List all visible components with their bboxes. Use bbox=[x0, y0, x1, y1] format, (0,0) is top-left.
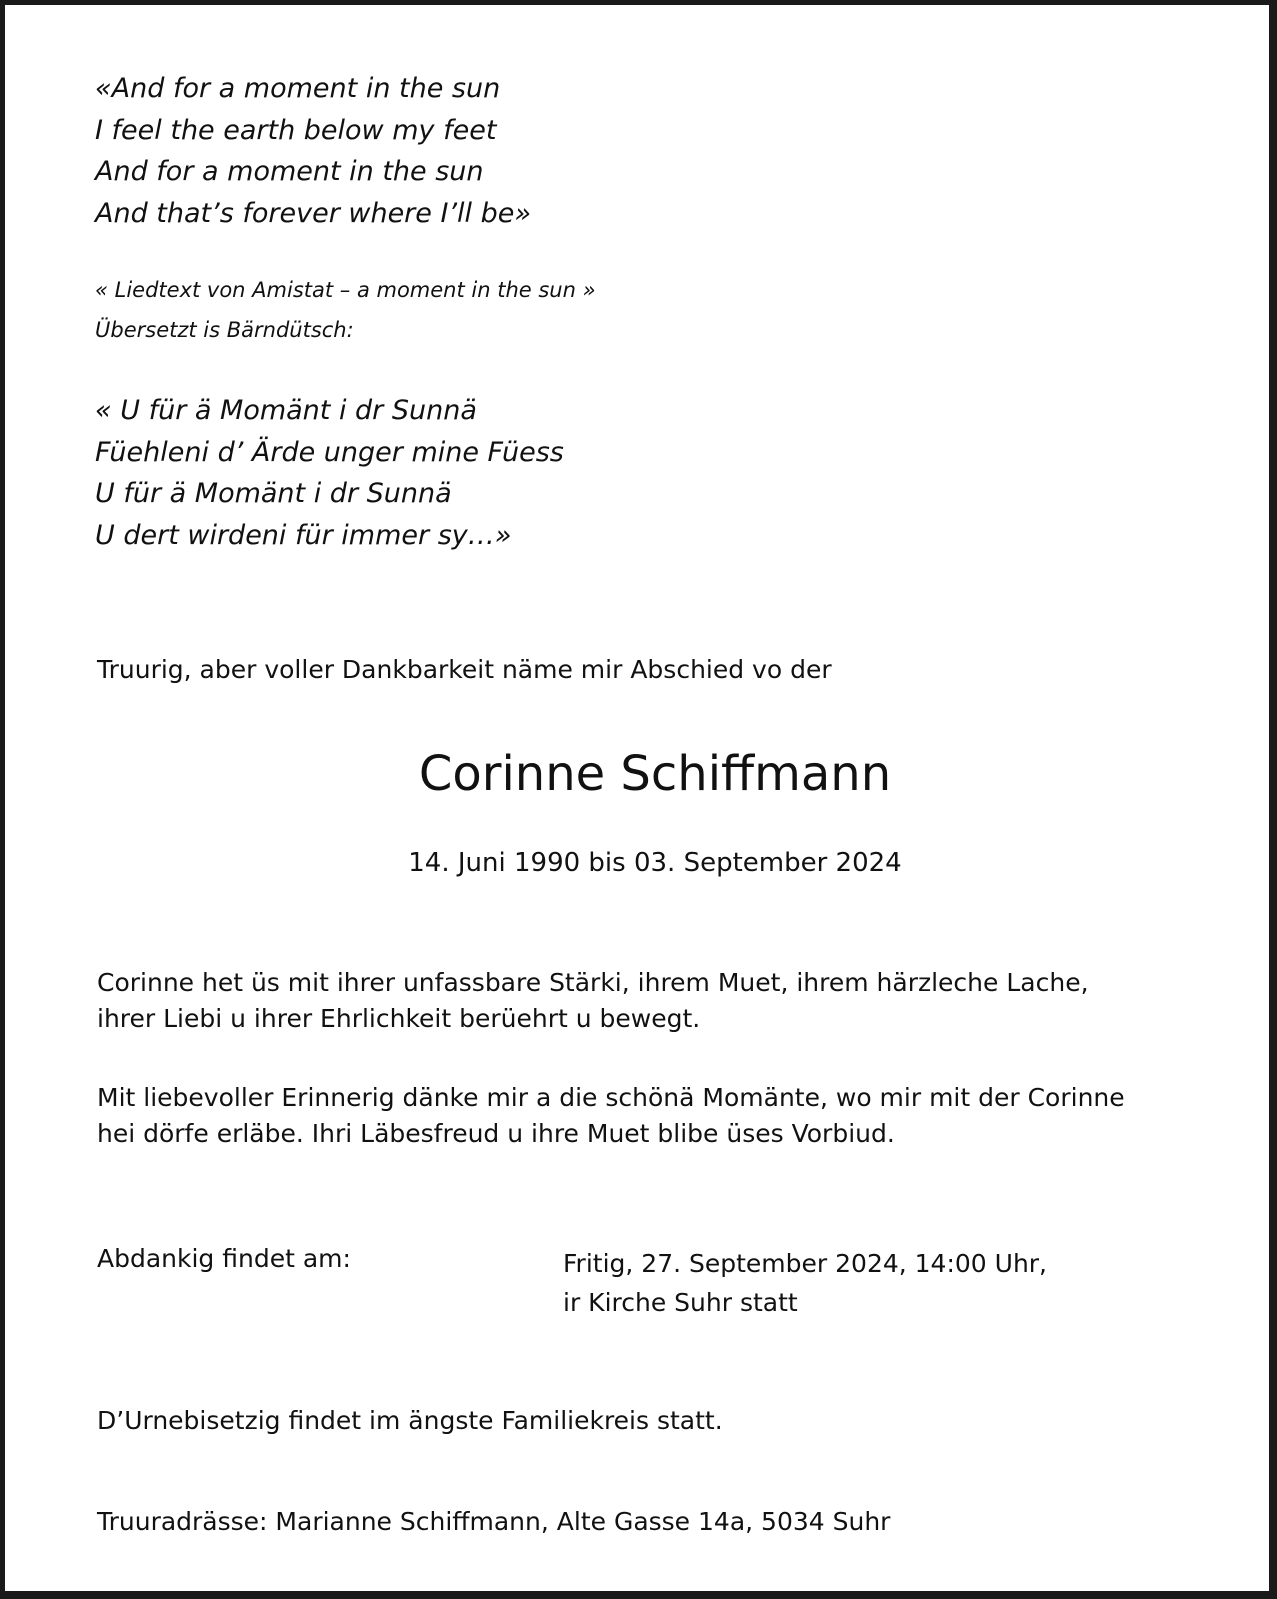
poem-line: «And for a moment in the sun bbox=[95, 73, 501, 104]
barndutsch-poem bbox=[95, 390, 564, 556]
service-details bbox=[563, 1244, 1047, 1322]
service-label: Abdankig findet am: bbox=[97, 1244, 351, 1273]
poem-line: U für ä Momänt i dr Sunnä bbox=[95, 478, 452, 509]
service-date-line: Fritig, 27. September 2024, 14:00 Uhr, bbox=[563, 1249, 1048, 1278]
paragraph-line: hei dörfe erläbe. Ihri Läbesfreud u ihre Muet blibe üses Vorbiud. bbox=[97, 1119, 895, 1148]
paragraph-line: Mit liebevoller Erinnerig dänke mir a die schönä Momänte, wo mir mit der Corinne bbox=[97, 1083, 1125, 1112]
poem-line: And for a moment in the sun bbox=[95, 156, 484, 187]
intro-text: Truurig, aber voller Dankbarkeit näme mir Abschied vo der bbox=[97, 655, 832, 684]
mourning-address: Truuradrässe: Marianne Schiffmann, Alte Gasse 14a, 5034 Suhr bbox=[97, 1507, 891, 1536]
song-credit bbox=[95, 270, 596, 350]
life-dates: 14. Juni 1990 bis 03. September 2024 bbox=[408, 848, 902, 878]
urn-burial-note: D’Urnebisetzig findet im ängste Familiekreis statt. bbox=[97, 1406, 723, 1435]
poem-line: I feel the earth below my feet bbox=[95, 114, 497, 146]
memory-paragraph bbox=[97, 1080, 1125, 1152]
deceased-name: Corinne Schiffmann bbox=[418, 746, 892, 802]
paragraph-line: Corinne het üs mit ihrer unfassbare Stärki, ihrem Muet, ihrem härzleche Lache, bbox=[97, 968, 1089, 997]
english-poem bbox=[95, 68, 531, 234]
service-location-line: ir Kirche Suhr statt bbox=[563, 1288, 798, 1317]
poem-line: U dert wirdeni für immer sy…» bbox=[95, 519, 512, 551]
poem-line: « U für ä Momänt i dr Sunnä bbox=[95, 395, 477, 426]
poem-line: And that’s forever where I’ll be» bbox=[95, 197, 532, 229]
tribute-paragraph bbox=[97, 965, 1089, 1037]
paragraph-line: ihrer Liebi u ihrer Ehrlichkeit berüehrt u bewegt. bbox=[97, 1004, 701, 1033]
credit-line: « Liedtext von Amistat – a moment in the sun » bbox=[95, 278, 596, 302]
translation-note: Übersetzt is Bärndütsch: bbox=[95, 318, 354, 342]
poem-line: Füehleni d’ Ärde unger mine Füess bbox=[95, 436, 564, 468]
